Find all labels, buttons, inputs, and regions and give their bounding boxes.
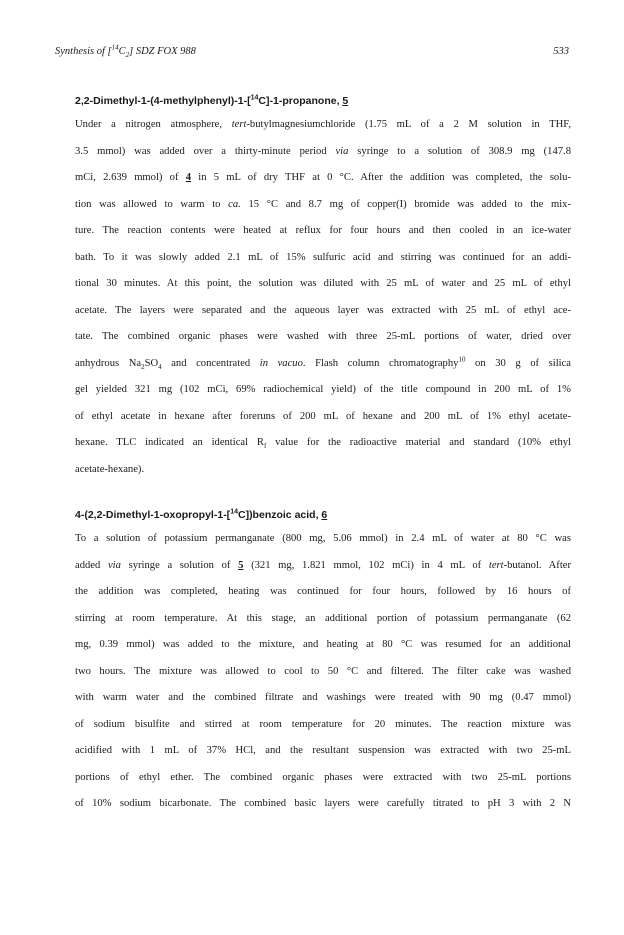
- running-head-title: Synthesis of $[^{14}C_2]$ SDZ FOX 988: [55, 43, 196, 60]
- section-heading: 4-(2,2-Dimethyl-1-oxopropyl-1-[$^{14}$C])benzoic acid, 6: [75, 508, 328, 521]
- running-head: [55, 43, 569, 62]
- section-compound-5: [75, 94, 571, 483]
- section-compound-6: [75, 508, 571, 818]
- section-heading: 2,2-Dimethyl-1-(4-methylphenyl)-1-[$^{14}$C]-1-propanone, 5: [75, 94, 349, 107]
- section-paragraph: Under a nitrogen atmosphere, tert-butylmagnesiumchloride (1.75 mL of a 2 M solution in THF, 3.5 mmol) was added over a thirty-minute period via syringe to a solution of 308.9 mg (147.8 mCi, 2.639 mmol) of 4 in 5 mL of dry THF at 0 °C. After the addition was completed, the solu- tion was allowed to warm to ca. 15 °C and 8.7 mg of copper(I) bromide was added to the mix- ture. The reaction contents were heated at reflux for four hours and then cooled in an ice-water bath. To it was slowly added 2.1 mL of 15% sulfuric acid and stirring was continued for an addi- tional 30 minutes. At this point, the solution was diluted with 25 mL of water and 25 mL of ethyl acetate. The layers were separated and the aqueous layer was extracted with 25 mL of ethyl ace- tate. The combined organic phases were washed with three 25-mL portions of water, dried over anhydrous $Na_2SO_4$ and concentrated in vacuo. Flash column chromatography$^{10}$ on 30 g of silica gel yielded 321 mg (102 mCi, 69% radiochemical yield) of the title compound in 200 mL of 1% of ethyl acetate in hexane after foreruns of 200 mL of hexane and 200 mL of 1% ethyl acetate- hexane. TLC indicated an identical $R_f$ value for the radioactive material and standard (10% ethyl acetate-hexane).: [75, 119, 572, 475]
- page-number: 533: [553, 46, 569, 57]
- section-paragraph: To a solution of potassium permanganate (800 mg, 5.06 mmol) in 2.4 mL of water at 80 °C was added via syringe a solution of 5 (321 mg, 1.821 mmol, 102 mCi) in 4 mL of tert-butanol. After the addition was completed, heating was continued for four hours, followed by 16 hours of stirring at room temperature. At this stage, an additional portion of potassium permanganate (62 mg, 0.39 mmol) was added to the mixture, and heating at 80 °C was resumed for an additional two hours. The mixture was allowed to cool to 50 °C and filtered. The filter cake was washed with warm water and the combined filtrate and washings were treated with 90 mg (0.47 mmol) of sodium bisulfite and stirred at room temperature for 20 minutes. The reaction mixture was acidified with 1 mL of 37% HCl, and the resultant suspension was extracted with two 25-mL portions of ethyl ether. The combined organic phases were extracted with two 25-mL portions of 10% sodium bicarbonate. The combined basic layers were carefully titrated to pH 3 with 2 N: [75, 533, 571, 809]
